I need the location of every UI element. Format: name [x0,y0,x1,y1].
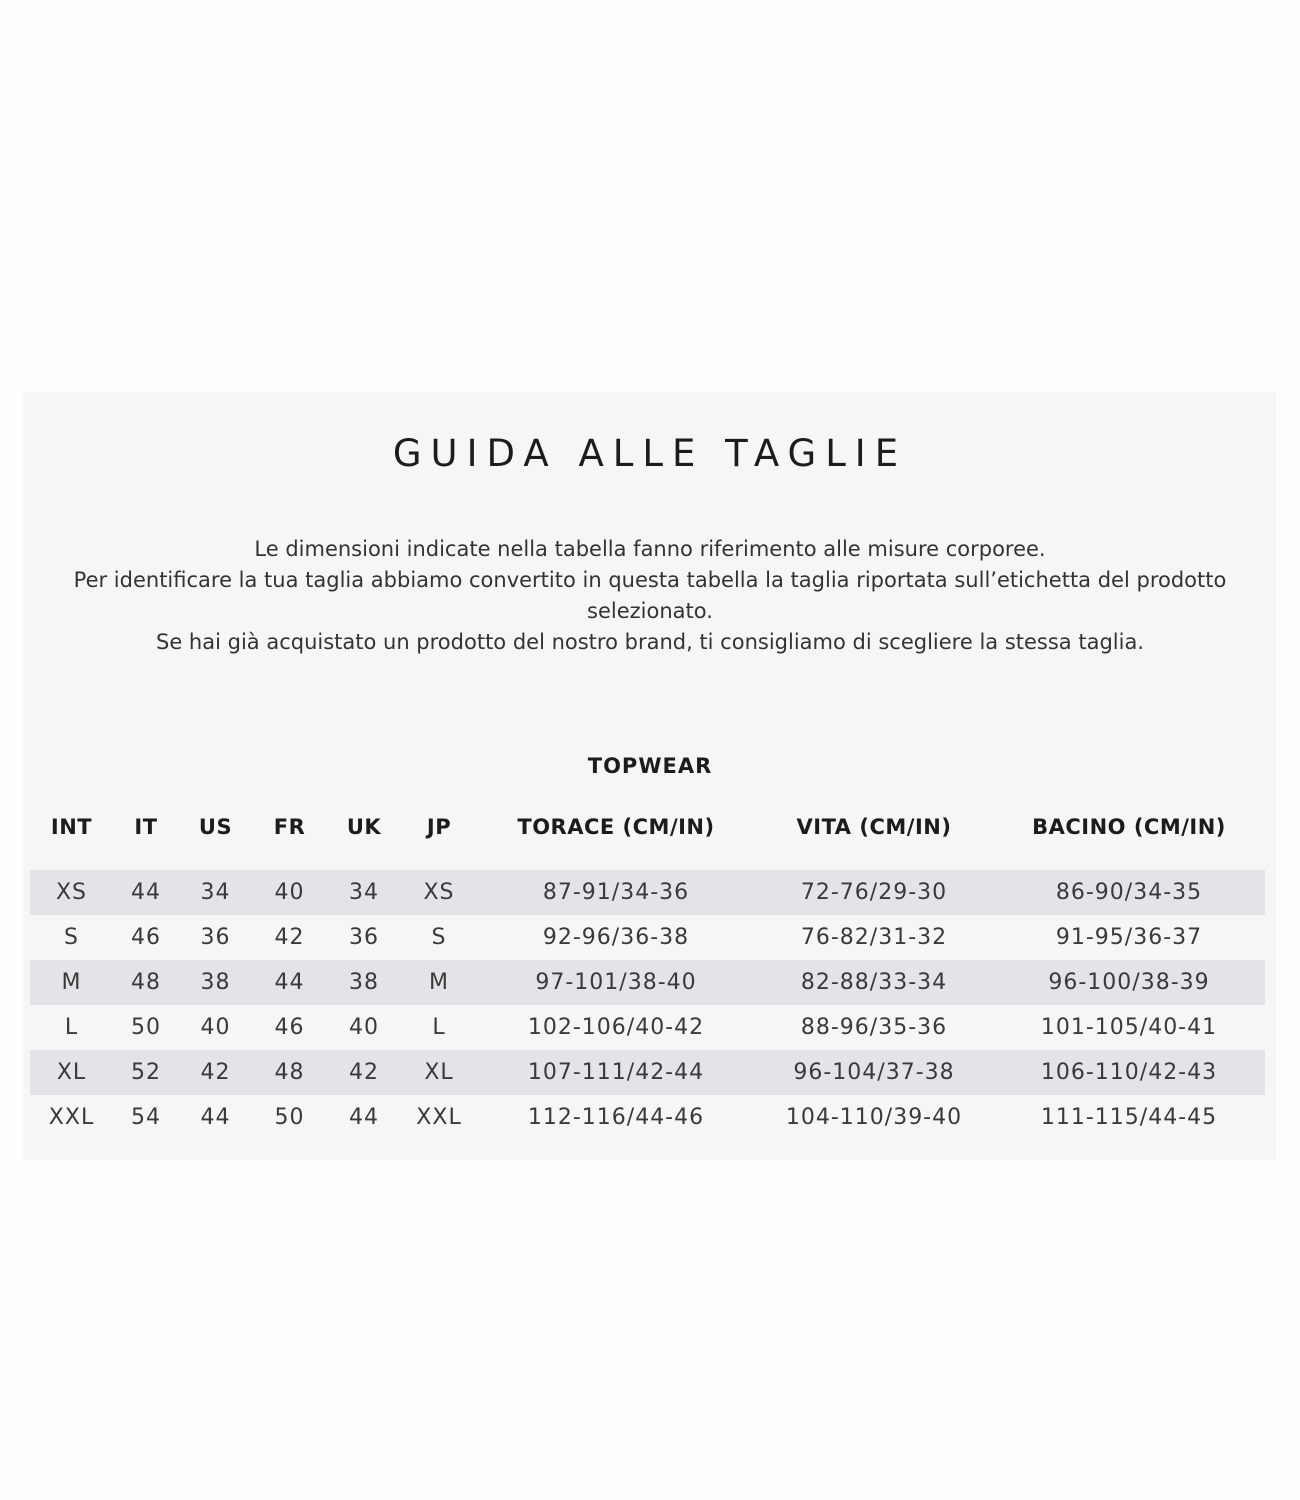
cell-fr: 48 [252,1050,327,1095]
cell-vita: 82-88/33-34 [755,960,993,1005]
table-row [30,1005,1265,1050]
cell-us: 44 [179,1095,252,1140]
header-fr: FR [273,815,306,839]
cell-vita: 96-104/37-38 [755,1050,993,1095]
table-row [30,1050,1265,1095]
cell-jp: M [401,960,477,1005]
cell-torace: 92-96/36-38 [477,915,755,960]
cell-torace: 112-116/44-46 [477,1095,755,1140]
header-int: INT [50,815,93,839]
cell-uk: 38 [327,960,401,1005]
cell-fr: 50 [252,1095,327,1140]
header-spacer [30,850,1265,870]
table-row [30,870,1265,915]
cell-jp: L [401,1005,477,1050]
cell-it: 46 [113,915,179,960]
table-row [30,1095,1265,1140]
header-us: US [198,815,233,839]
header-jp: JP [426,815,452,839]
cell-torace: 97-101/38-40 [477,960,755,1005]
cell-us: 36 [179,915,252,960]
cell-bacino: 96-100/38-39 [993,960,1265,1005]
header-it: IT [134,815,158,839]
cell-bacino: 106-110/42-43 [993,1050,1265,1095]
header-row [30,804,1265,850]
cell-it: 54 [113,1095,179,1140]
cell-it: 44 [113,870,179,915]
cell-jp: XS [401,870,477,915]
header-torace: TORACE (CM/IN) [517,815,715,839]
section-title-topwear: TOPWEAR [587,754,713,778]
header-vita: VITA (CM/IN) [796,815,952,839]
header-bacino: BACINO (CM/IN) [1032,815,1226,839]
cell-bacino: 86-90/34-35 [993,870,1265,915]
cell-uk: 34 [327,870,401,915]
cell-torace: 107-111/42-44 [477,1050,755,1095]
cell-vita: 72-76/29-30 [755,870,993,915]
cell-fr: 46 [252,1005,327,1050]
cell-int: XS [30,870,113,915]
cell-jp: XL [401,1050,477,1095]
cell-us: 34 [179,870,252,915]
cell-bacino: 91-95/36-37 [993,915,1265,960]
cell-vita: 88-96/35-36 [755,1005,993,1050]
intro-line-3: Se hai già acquistato un prodotto del nostro brand, ti consigliamo di scegliere la stessa taglia. [156,630,1144,654]
intro-line-1: Le dimensioni indicate nella tabella fanno riferimento alle misure corporee. [254,537,1046,561]
cell-uk: 40 [327,1005,401,1050]
size-table-header [30,804,1265,870]
intro-line-2: Per identificare la tua taglia abbiamo convertito in questa tabella la taglia riportata sull’etichetta del prodotto selezionato. [73,568,1227,623]
table-row [30,915,1265,960]
size-table [30,804,1265,1140]
table-row [30,960,1265,1005]
cell-int: S [30,915,113,960]
cell-fr: 44 [252,960,327,1005]
cell-us: 40 [179,1005,252,1050]
cell-bacino: 101-105/40-41 [993,1005,1265,1050]
cell-vita: 104-110/39-40 [755,1095,993,1140]
cell-int: L [30,1005,113,1050]
cell-int: XL [30,1050,113,1095]
page-title: GUIDA ALLE TAGLIE [392,432,908,475]
cell-int: M [30,960,113,1005]
cell-jp: XXL [401,1095,477,1140]
cell-jp: S [401,915,477,960]
cell-it: 52 [113,1050,179,1095]
intro-text [60,534,1240,658]
cell-torace: 87-91/34-36 [477,870,755,915]
cell-torace: 102-106/40-42 [477,1005,755,1050]
cell-uk: 36 [327,915,401,960]
cell-uk: 42 [327,1050,401,1095]
cell-fr: 40 [252,870,327,915]
cell-us: 42 [179,1050,252,1095]
cell-us: 38 [179,960,252,1005]
cell-it: 48 [113,960,179,1005]
cell-bacino: 111-115/44-45 [993,1095,1265,1140]
header-uk: UK [346,815,382,839]
cell-uk: 44 [327,1095,401,1140]
size-table-body [30,870,1265,1140]
cell-fr: 42 [252,915,327,960]
cell-int: XXL [30,1095,113,1140]
cell-vita: 76-82/31-32 [755,915,993,960]
cell-it: 50 [113,1005,179,1050]
